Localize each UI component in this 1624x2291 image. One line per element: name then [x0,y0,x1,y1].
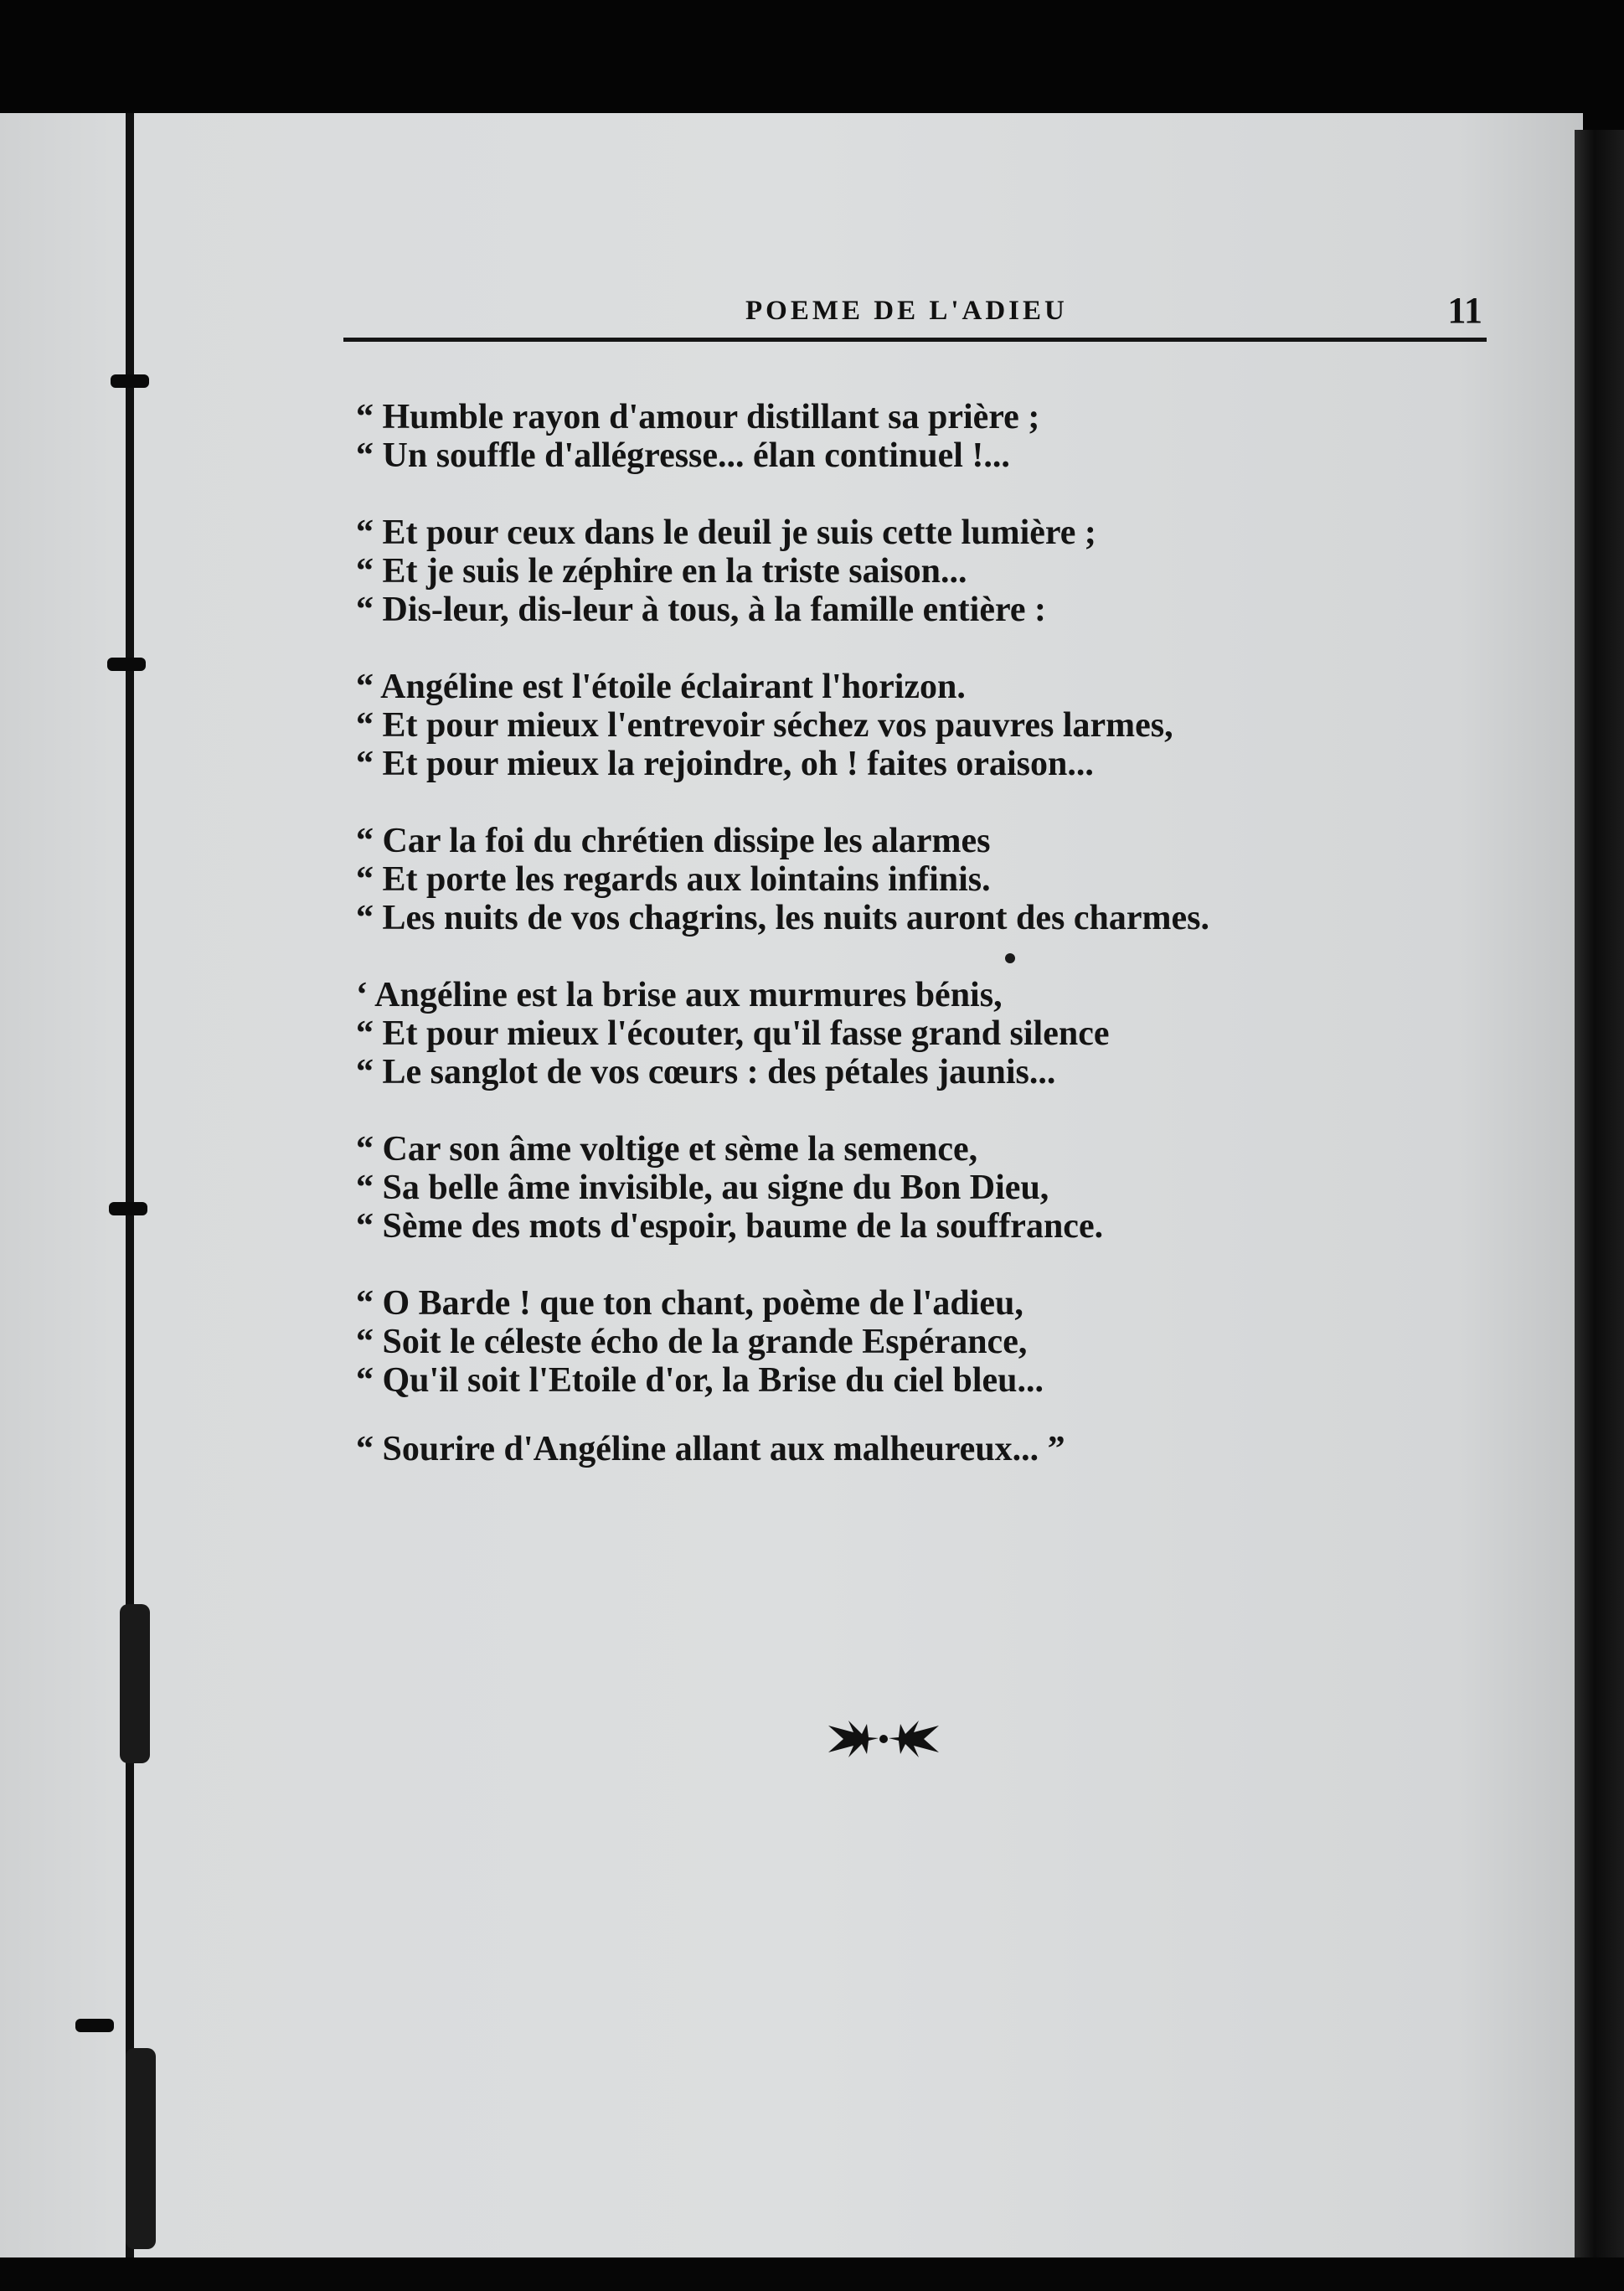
verse-line: “ Car la foi du chrétien dissipe les alarmes [356,822,991,860]
running-head [343,289,1491,339]
verse-line: “ Et porte les regards aux lointains infinis. [356,860,991,899]
verse-line: “ Qu'il soit l'Etoile d'or, la Brise du ciel bleu... [356,1361,1044,1400]
binding-spool [126,2048,156,2249]
right-page-edge [1575,130,1624,2291]
verse-line: “ Sourire d'Angéline allant aux malheureux... ” [356,1430,1065,1468]
stanza [356,513,1470,629]
verse-line: “ Et pour ceux dans le deuil je suis cette lumière ; [356,513,1096,552]
verse-line: “ Et pour mieux l'entrevoir séchez vos pauvres larmes, [356,706,1173,745]
header-rule [343,338,1487,342]
fleuron-ornament-icon [825,1709,942,1767]
verse-line: “ Car son âme voltige et sème la semence, [356,1130,978,1169]
poem-body [356,398,1470,1507]
verse-line: “ Et pour mieux l'écouter, qu'il fasse grand silence [356,1014,1110,1053]
verse-line: “ Le sanglot de vos cœurs : des pétales jaunis... [356,1053,1056,1091]
stanza [356,1284,1470,1400]
ink-dot [1005,953,1015,963]
binding-spool [120,1604,150,1763]
verse-line: “ Humble rayon d'amour distillant sa prière ; [356,398,1040,436]
verse-line: “ Soit le céleste écho de la grande Espérance, [356,1323,1028,1361]
verse-line: “ Angéline est l'étoile éclairant l'horizon. [356,668,966,706]
binding-knot [111,374,149,388]
stanza [356,822,1470,937]
binding-thread [126,113,134,2257]
verse-line: “ Sème des mots d'espoir, baume de la souffrance. [356,1207,1104,1246]
bottom-page-edge [0,2257,1624,2291]
stanza [356,976,1470,1091]
verse-line: “ Dis-leur, dis-leur à tous, à la famille entière : [356,591,1046,629]
binding-knot [109,1202,147,1215]
verse-line: “ Sa belle âme invisible, au signe du Bon Dieu, [356,1169,1049,1207]
stanza [356,1130,1470,1246]
running-head-title: POEME DE L'ADIEU [745,296,1068,326]
verse-line: ‘ Angéline est la brise aux murmures bénis, [356,976,1003,1014]
verse-line: “ Un souffle d'allégresse... élan continuel !... [356,436,1010,475]
binding-knot [107,658,146,671]
stanza [356,668,1470,783]
page-number: 11 [1447,290,1482,331]
stanza [356,398,1470,475]
binding-knot [75,2019,114,2032]
verse-line: “ Et pour mieux la rejoindre, oh ! faites oraison... [356,745,1094,783]
stanza [356,1430,1470,1468]
verse-line: “ Les nuits de vos chagrins, les nuits auront des charmes. [356,899,1209,937]
verse-line: “ O Barde ! que ton chant, poème de l'adieu, [356,1284,1023,1323]
verse-line: “ Et je suis le zéphire en la triste saison... [356,552,967,591]
